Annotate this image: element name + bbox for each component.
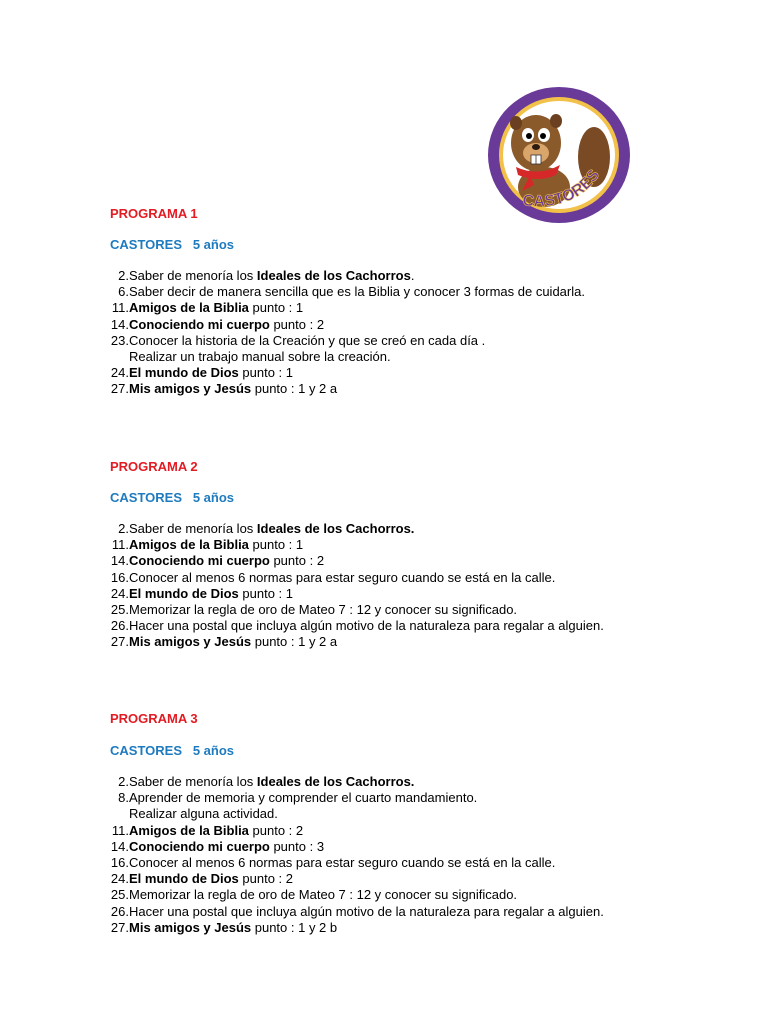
item-number: 24. (110, 871, 129, 887)
program-2-title: PROGRAMA 2 (110, 459, 198, 474)
list-item (106, 381, 585, 397)
item-continuation: Realizar alguna actividad. (129, 806, 278, 822)
program-1-subtitle: CASTORES 5 años (110, 237, 235, 252)
list-item (106, 300, 585, 316)
item-text: Hacer una postal que incluya algún motivo de la naturaleza para regalar a alguien. (129, 903, 604, 919)
item-number: 25. (110, 602, 129, 618)
item-text: Saber de menoría los Ideales de los Cachorros. (129, 521, 415, 536)
item-text: Conocer al menos 6 normas para estar seguro cuando se está en la calle. (129, 855, 556, 871)
item-number: 27. (110, 919, 129, 935)
item-number: 24. (110, 585, 129, 601)
list-item (106, 333, 585, 349)
item-text: Memorizar la regla de oro de Mateo 7 : 12 y conocer su significado. (129, 887, 518, 903)
list-item (106, 553, 604, 569)
item-text: Amigos de la Biblia punto : 1 (129, 300, 304, 316)
program-3-subtitle: CASTORES 5 años (110, 743, 235, 758)
item-text: Memorizar la regla de oro de Mateo 7 : 12 y conocer su significado. (129, 602, 518, 618)
item-number: 8. (118, 790, 129, 806)
list-item (106, 871, 604, 887)
program-1-list (106, 268, 585, 398)
list-item (106, 774, 604, 790)
list-item (106, 317, 585, 333)
item-text: El mundo de Dios punto : 1 (129, 365, 294, 381)
item-number: 26. (110, 903, 129, 919)
program-3-title: PROGRAMA 3 (110, 711, 198, 726)
list-item (106, 602, 604, 618)
list-item (106, 268, 585, 284)
item-text: Conociendo mi cuerpo punto : 3 (129, 838, 325, 854)
item-number: 25. (110, 887, 129, 903)
item-text: Amigos de la Biblia punto : 2 (129, 822, 304, 838)
list-item (106, 284, 585, 300)
item-number: 16. (110, 855, 129, 871)
list-item (106, 904, 604, 920)
item-text: Saber de menoría los Ideales de los Cachorros. (129, 774, 415, 789)
item-number: 6. (118, 284, 129, 300)
item-number: 2. (118, 521, 129, 536)
list-item (106, 586, 604, 602)
item-text: Conociendo mi cuerpo punto : 2 (129, 553, 325, 569)
list-item (106, 634, 604, 650)
item-continuation: Realizar un trabajo manual sobre la creación. (129, 349, 391, 365)
list-item (106, 887, 604, 903)
item-text: Saber de menoría los Ideales de los Cachorros. (129, 268, 415, 283)
list-item (106, 570, 604, 586)
program-3-list (106, 774, 604, 936)
item-number: 23. (110, 332, 129, 348)
item-text: Conocer la historia de la Creación y que se creó en cada día . (129, 332, 486, 348)
item-number: 27. (110, 634, 129, 650)
item-number: 26. (110, 618, 129, 634)
item-number: 11. (111, 822, 129, 838)
item-text: El mundo de Dios punto : 2 (129, 871, 294, 887)
item-text: Mis amigos y Jesús punto : 1 y 2 a (129, 634, 338, 650)
item-text: Aprender de memoria y comprender el cuarto mandamiento. (129, 790, 478, 806)
item-number: 14. (110, 553, 129, 569)
list-item (106, 618, 604, 634)
program-1-title: PROGRAMA 1 (110, 206, 198, 221)
program-2-subtitle: CASTORES 5 años (110, 490, 235, 505)
list-item (106, 365, 585, 381)
item-number: 14. (110, 838, 129, 854)
list-item (106, 839, 604, 855)
item-text: Saber decir de manera sencilla que es la Biblia y conocer 3 formas de cuidarla. (129, 284, 585, 300)
program-2-list (106, 521, 604, 651)
item-text: Amigos de la Biblia punto : 1 (129, 537, 304, 553)
item-number: 16. (110, 569, 129, 585)
item-number: 2. (118, 774, 129, 789)
list-item (106, 920, 604, 936)
item-text: El mundo de Dios punto : 1 (129, 585, 294, 601)
logo-text: CASTORES (521, 166, 604, 211)
list-item (106, 790, 604, 806)
item-text: Hacer una postal que incluya algún motivo de la naturaleza para regalar a alguien. (129, 618, 604, 634)
item-number: 11. (111, 537, 129, 553)
list-item (106, 521, 604, 537)
item-number: 14. (110, 316, 129, 332)
item-number: 2. (118, 268, 129, 283)
item-number: 27. (110, 381, 129, 397)
castores-logo (486, 85, 632, 225)
item-text: Conociendo mi cuerpo punto : 2 (129, 316, 325, 332)
list-item (106, 823, 604, 839)
list-item (106, 855, 604, 871)
item-text: Mis amigos y Jesús punto : 1 y 2 a (129, 381, 338, 397)
item-text: Mis amigos y Jesús punto : 1 y 2 b (129, 919, 338, 935)
item-number: 11. (111, 300, 129, 316)
item-number: 24. (110, 365, 129, 381)
list-item (106, 537, 604, 553)
item-text: Conocer al menos 6 normas para estar seguro cuando se está en la calle. (129, 569, 556, 585)
